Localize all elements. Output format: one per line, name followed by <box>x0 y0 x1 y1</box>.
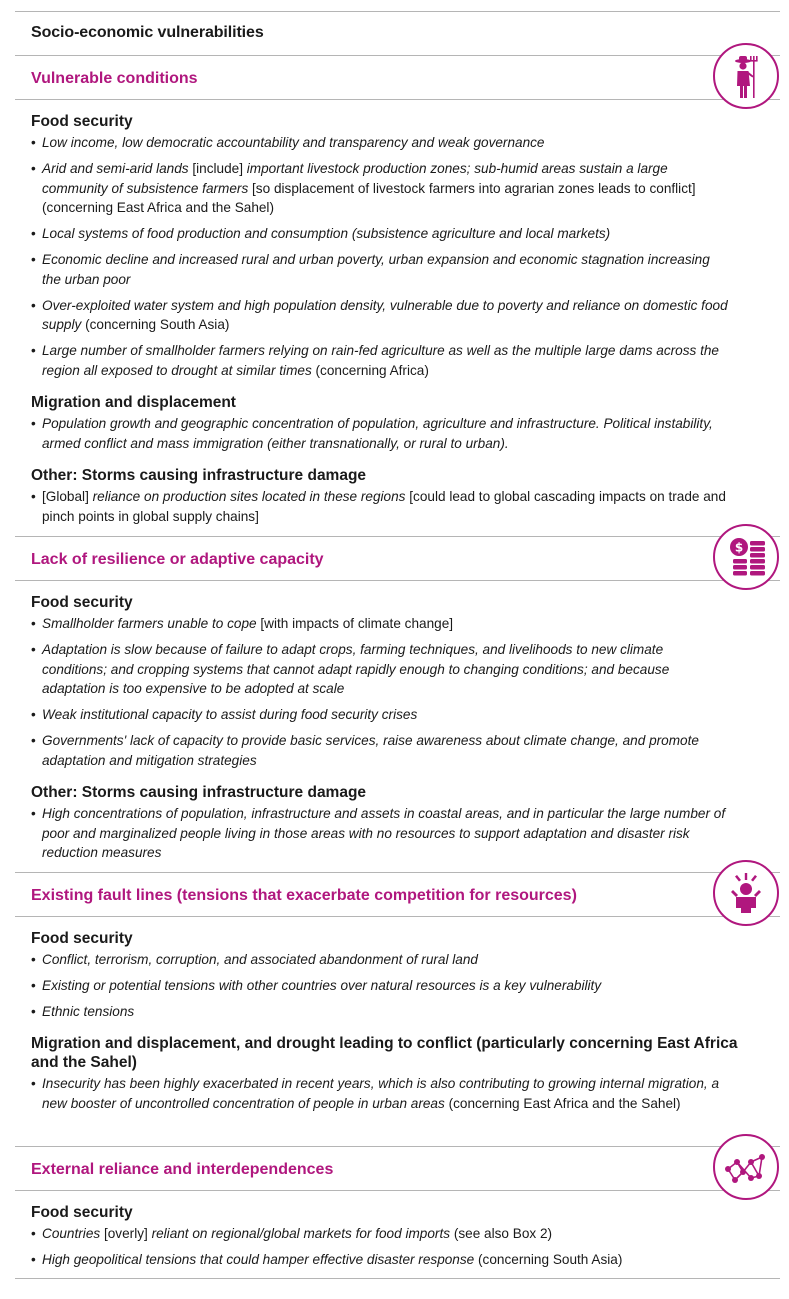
item-text: Insecurity has been highly exacerbated in recent years, which is also contributing to growing internal migration, a new booster of uncontrolled concentration of people in urban areas <box>42 1076 720 1111</box>
item-text: Governments' lack of capacity to provide basic services, raise awareness about climate change, and promote adaptation and mitigation strategies <box>42 733 699 768</box>
item-text: Over-exploited water system and high population density, vulnerable due to poverty and reliance on domestic food supply <box>42 297 728 332</box>
item-text: Existing or potential tensions with other countries over natural resources is a key vulnerability <box>42 978 602 993</box>
item-text: Conflict, terrorism, corruption, and associated abandonment of rural land <box>42 952 478 967</box>
list-item <box>31 224 731 244</box>
bullet-list <box>31 1074 731 1113</box>
list-item <box>31 487 731 526</box>
coins-icon <box>713 524 779 590</box>
item-text: (concerning East Africa and the Sahel) <box>448 1095 681 1111</box>
group-heading: Food security <box>31 930 133 947</box>
list-item <box>31 950 731 970</box>
group-migration <box>31 393 731 460</box>
item-text: reliance on production sites located in these regions <box>92 489 410 504</box>
page-title: Socio-economic vulnerabilities <box>31 24 264 41</box>
item-text: [include] <box>192 161 247 176</box>
item-text: [overly] <box>103 1226 152 1241</box>
conflict-person-icon <box>713 860 779 926</box>
section-title: External reliance and interdependences <box>31 1161 334 1178</box>
item-text: [could lead to global cascading impacts on trade and pinch points in global supply chains] <box>42 489 726 524</box>
group-migration-conflict <box>31 1034 766 1120</box>
item-text: important livestock production zones; sub-humid areas sustain a large community of subsistence farmers <box>42 161 668 196</box>
item-text: (concerning South Asia) <box>85 317 230 332</box>
group-heading: Other: Storms causing infrastructure damage <box>31 784 367 801</box>
list-item <box>31 1250 731 1270</box>
item-text: Low income, low democratic accountability and transparency and weak governance <box>42 135 545 150</box>
bullet-list <box>31 414 731 453</box>
group-storms <box>31 783 731 869</box>
item-text: reliant on regional/global markets for food imports <box>151 1226 454 1241</box>
item-text: [so displacement of livestock farmers into agrarian zones leads to conflict] (concerning East Africa and the Sahel) <box>42 180 696 215</box>
section-rule <box>15 916 780 917</box>
list-item <box>31 614 731 634</box>
list-item <box>31 1224 731 1244</box>
network-icon <box>713 1134 779 1200</box>
item-text: Ethnic tensions <box>42 1004 135 1019</box>
item-text: (concerning South Asia) <box>478 1252 623 1267</box>
section-rule <box>15 55 780 56</box>
list-item <box>31 731 731 770</box>
list-item <box>31 133 731 153</box>
bottom-rule <box>15 1278 780 1279</box>
bullet-list <box>31 1224 731 1270</box>
bullet-list <box>31 487 731 526</box>
item-text: Local systems of food production and consumption (subsistence agriculture and local markets) <box>42 226 611 241</box>
list-item <box>31 640 731 699</box>
item-text: Arid and semi-arid lands <box>42 161 193 176</box>
section-rule <box>15 99 780 100</box>
top-rule <box>15 11 780 12</box>
bullet-list <box>31 950 731 1022</box>
list-item <box>31 159 731 218</box>
group-heading: Food security <box>31 113 133 130</box>
group-heading: Migration and displacement <box>31 394 236 411</box>
group-food-security <box>31 929 731 1028</box>
item-text: Adaptation is slow because of failure to adapt crops, farming techniques, and livelihoods to new climate conditions; and cropping systems that cannot adapt rapidly enough to changing conditions; and because adaptation is too expensive to be adopted at scale <box>42 642 670 696</box>
list-item <box>31 976 731 996</box>
list-item <box>31 250 731 289</box>
list-item <box>31 296 731 335</box>
bullet-list <box>31 614 731 770</box>
item-text: Large number of smallholder farmers relying on rain-fed agriculture as well as the multiple large dams across the region all exposed to drought at similar times <box>42 343 719 378</box>
group-heading: Food security <box>31 594 133 611</box>
list-item <box>31 804 731 863</box>
item-text: Smallholder farmers unable to cope <box>42 616 261 631</box>
list-item <box>31 414 731 453</box>
group-food-security <box>31 112 731 387</box>
item-text: High geopolitical tensions that could hamper effective disaster response <box>42 1252 479 1267</box>
list-item <box>31 705 731 725</box>
item-text: [with impacts of climate change] <box>260 616 454 631</box>
group-heading: Migration and displacement, and drought leading to conflict (particularly concerning East Africa and the Sahel) <box>31 1035 738 1071</box>
bullet-list <box>31 804 731 863</box>
item-text: Countries <box>42 1226 104 1241</box>
item-text: Weak institutional capacity to assist during food security crises <box>42 707 418 722</box>
group-food-security <box>31 1203 731 1276</box>
section-rule <box>15 1190 780 1191</box>
section-title: Existing fault lines (tensions that exacerbate competition for resources) <box>31 887 577 904</box>
item-text: (see also Box 2) <box>453 1226 553 1241</box>
svg-text:$: $ <box>734 540 744 555</box>
section-title: Lack of resilience or adaptive capacity <box>31 551 324 568</box>
item-text: Population growth and geographic concentration of population, agriculture and infrastructure. Political instability, armed conflict and mass immigration (either transnationally, or rural to urban). <box>42 416 713 451</box>
section-rule <box>15 536 780 537</box>
group-food-security <box>31 593 731 777</box>
list-item <box>31 341 731 380</box>
section-title: Vulnerable conditions <box>31 70 198 87</box>
group-heading: Food security <box>31 1204 133 1221</box>
list-item <box>31 1074 731 1113</box>
item-text: Economic decline and increased rural and urban poverty, urban expansion and economic stagnation increasing the urban poor <box>42 252 710 287</box>
item-text: High concentrations of population, infrastructure and assets in coastal areas, and in particular the large number of poor and marginalized people living in those areas with no resources to support adaptation and disaster risk reduction measures <box>42 806 726 860</box>
section-rule <box>15 872 780 873</box>
group-storms <box>31 466 731 533</box>
section-rule <box>15 580 780 581</box>
group-heading: Other: Storms causing infrastructure damage <box>31 467 367 484</box>
section-rule <box>15 1146 780 1147</box>
item-text: [Global] <box>42 489 93 504</box>
list-item <box>31 1002 731 1022</box>
item-text: (concerning Africa) <box>315 362 429 378</box>
farmer-icon <box>713 43 779 109</box>
bullet-list <box>31 133 731 380</box>
